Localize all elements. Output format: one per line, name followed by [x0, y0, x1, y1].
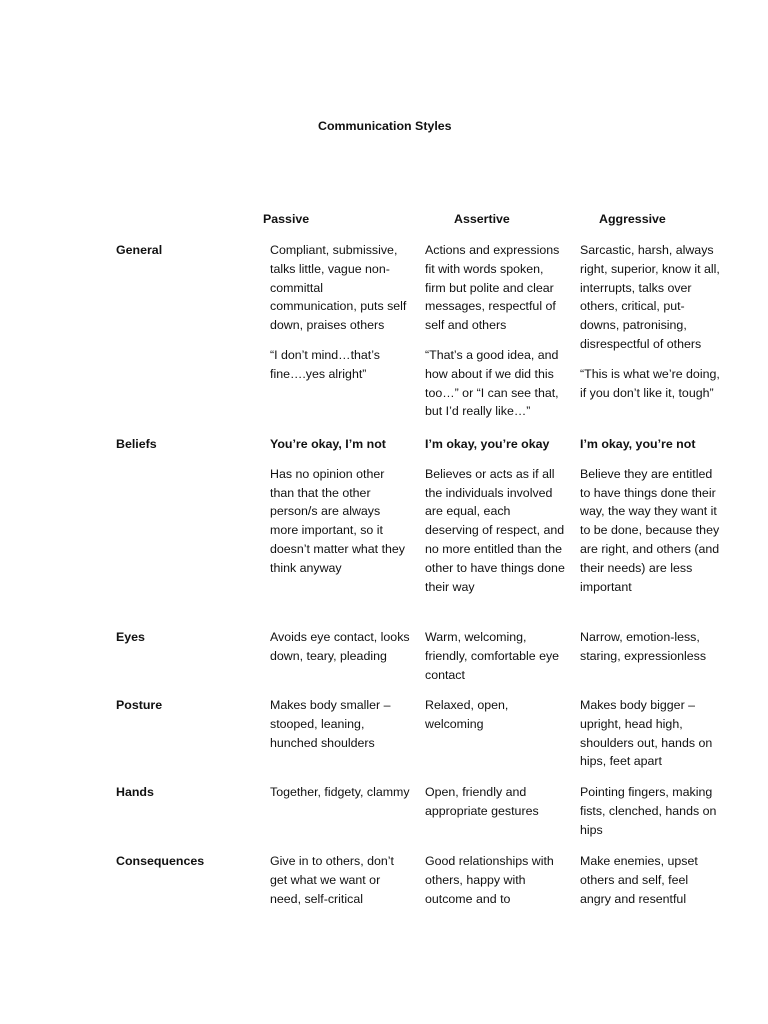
- row-label-general: General: [116, 243, 163, 257]
- cell-eyes-aggressive: Narrow, emotion-less, staring, expressionless: [580, 630, 707, 663]
- cell-paragraph: Believes or acts as if all the individuals involved are equal, each deserving of respect, and no more entitled than the other to have things done their way: [425, 466, 565, 594]
- cell-quote: “That’s a good idea, and how about if we did this too…” or “I can see that, but I’d really like…”: [425, 347, 559, 419]
- row-label-consequences: Consequences: [116, 854, 205, 868]
- belief-heading: I’m okay, you’re okay: [425, 437, 550, 451]
- cell-hands-assertive: Open, friendly and appropriate gestures: [425, 785, 539, 818]
- cell-paragraph: Compliant, submissive, talks little, vague non-committal communication, puts self down, praises others: [270, 243, 407, 333]
- belief-heading: I’m okay, you’re not: [580, 437, 696, 451]
- row-label-posture: Posture: [116, 698, 163, 712]
- cell-consequences-aggressive: Make enemies, upset others and self, feel angry and resentful: [580, 854, 698, 906]
- cell-hands-passive: Together, fidgety, clammy: [270, 785, 410, 799]
- cell-eyes-assertive: Warm, welcoming, friendly, comfortable eye contact: [425, 630, 560, 682]
- cell-general-assertive: [425, 241, 565, 421]
- cell-posture-assertive: Relaxed, open, welcoming: [425, 698, 509, 731]
- cell-consequences-passive: Give in to others, don’t get what we want or need, self-critical: [270, 854, 394, 906]
- cell-paragraph: Actions and expressions fit with words spoken, firm but polite and clear messages, respectful of self and others: [425, 243, 560, 333]
- cell-beliefs-aggressive: [580, 435, 720, 596]
- cell-posture-aggressive: Makes body bigger – upright, head high, shoulders out, hands on hips, feet apart: [580, 698, 713, 769]
- column-header-assertive: Assertive: [454, 212, 510, 226]
- cell-eyes-passive: Avoids eye contact, looks down, teary, pleading: [270, 630, 410, 663]
- cell-general-passive: [270, 241, 410, 384]
- cell-beliefs-passive: [270, 435, 410, 578]
- page-title: Communication Styles: [318, 119, 452, 133]
- cell-beliefs-assertive: [425, 435, 565, 596]
- cell-quote: “This is what we’re doing, if you don’t like it, tough”: [580, 366, 720, 400]
- cell-paragraph: Believe they are entitled to have things done their way, the way they want it to be done, because they are right, and others (and their needs) are less important: [580, 466, 720, 594]
- cell-quote: “I don’t mind…that’s fine….yes alright”: [270, 347, 380, 381]
- cell-paragraph: Sarcastic, harsh, always right, superior, know it all, interrupts, talks over others, critical, put-downs, patronising, disrespectful of others: [580, 243, 720, 351]
- row-label-beliefs: Beliefs: [116, 437, 157, 451]
- cell-posture-passive: Makes body smaller – stooped, leaning, hunched shoulders: [270, 698, 391, 750]
- row-label-hands: Hands: [116, 785, 154, 799]
- column-header-aggressive: Aggressive: [599, 212, 666, 226]
- column-header-passive: Passive: [263, 212, 310, 226]
- cell-paragraph: Has no opinion other than that the other person/s are always more important, so it doesn’t matter what they think anyway: [270, 466, 405, 575]
- cell-consequences-assertive: Good relationships with others, happy with outcome and to: [425, 854, 554, 906]
- cell-hands-aggressive: Pointing fingers, making fists, clenched, hands on hips: [580, 785, 717, 837]
- cell-general-aggressive: [580, 241, 720, 402]
- row-label-eyes: Eyes: [116, 630, 145, 644]
- belief-heading: You’re okay, I’m not: [270, 437, 386, 451]
